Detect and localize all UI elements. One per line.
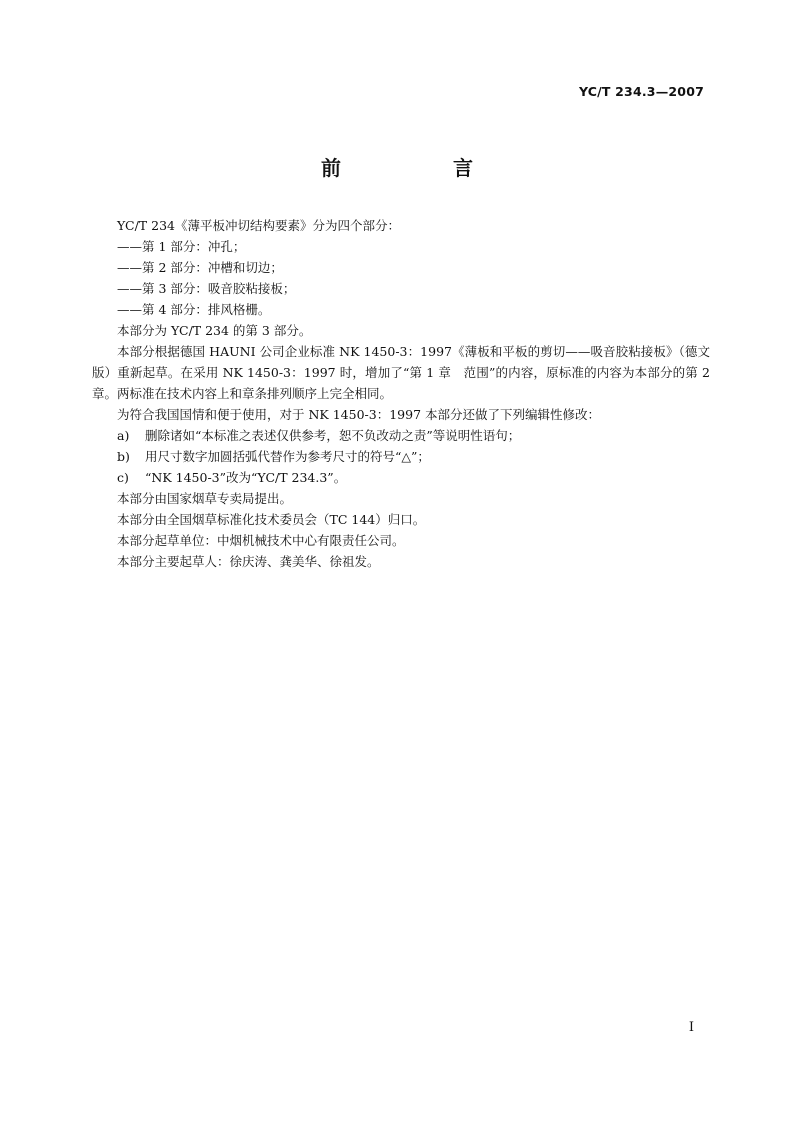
- basis-paragraph: 本部分根据德国 HAUNI 公司企业标准 NK 1450-3：1997《薄板和平板的剪切——吸音胶粘接板》（德文版）重新起草。在采用 NK 1450-3：1997 时，增加了“第 1 章 范围”的内容，原标准的内容为本部分的第 2 章。两标准在技术内容上和章条排列顺序上完全相同。: [92, 344, 710, 401]
- edit-item: [92, 446, 710, 467]
- edit-item-marker: b): [117, 449, 130, 464]
- page-title: 前 言: [321, 156, 519, 180]
- edits-intro-paragraph: 为符合我国国情和便于使用，对于 NK 1450-3：1997 本部分还做了下列编辑性修改：: [117, 407, 600, 422]
- edit-item-marker: c): [117, 470, 129, 485]
- edit-item-marker: a): [117, 428, 130, 443]
- drafters-paragraph: 本部分主要起草人：徐庆涛、龚美华、徐祖发。: [117, 554, 380, 569]
- intro-paragraph: YC/T 234《薄平板冲切结构要素》分为四个部分：: [117, 218, 400, 233]
- document-body: [92, 215, 710, 572]
- drafting-unit-paragraph: 本部分起草单位：中烟机械技术中心有限责任公司。: [117, 533, 405, 548]
- this-part-paragraph: 本部分为 YC/T 234 的第 3 部分。: [117, 323, 312, 338]
- edit-item: [92, 467, 710, 488]
- part-list-item: ——第 4 部分：排风格栅。: [117, 302, 271, 317]
- proposer-paragraph: 本部分由国家烟草专卖局提出。: [117, 491, 293, 506]
- part-list-item: ——第 2 部分：冲槽和切边；: [117, 260, 283, 275]
- standard-code: YC/T 234.3—2007: [578, 84, 704, 99]
- edit-item: [92, 425, 710, 446]
- part-list-item: ——第 1 部分：冲孔；: [117, 239, 246, 254]
- committee-paragraph: 本部分由全国烟草标准化技术委员会（TC 144）归口。: [117, 512, 426, 527]
- edit-item-text: “NK 1450-3”改为“YC/T 234.3”。: [145, 470, 347, 485]
- edit-item-text: 删除诸如“本标准之表述仅供参考，恕不负改动之责”等说明性语句；: [145, 428, 521, 443]
- page-number: I: [688, 1020, 694, 1035]
- edit-item-text: 用尺寸数字加圆括弧代替作为参考尺寸的符号“△”；: [145, 449, 430, 464]
- part-list-item: ——第 3 部分：吸音胶粘接板；: [117, 281, 296, 296]
